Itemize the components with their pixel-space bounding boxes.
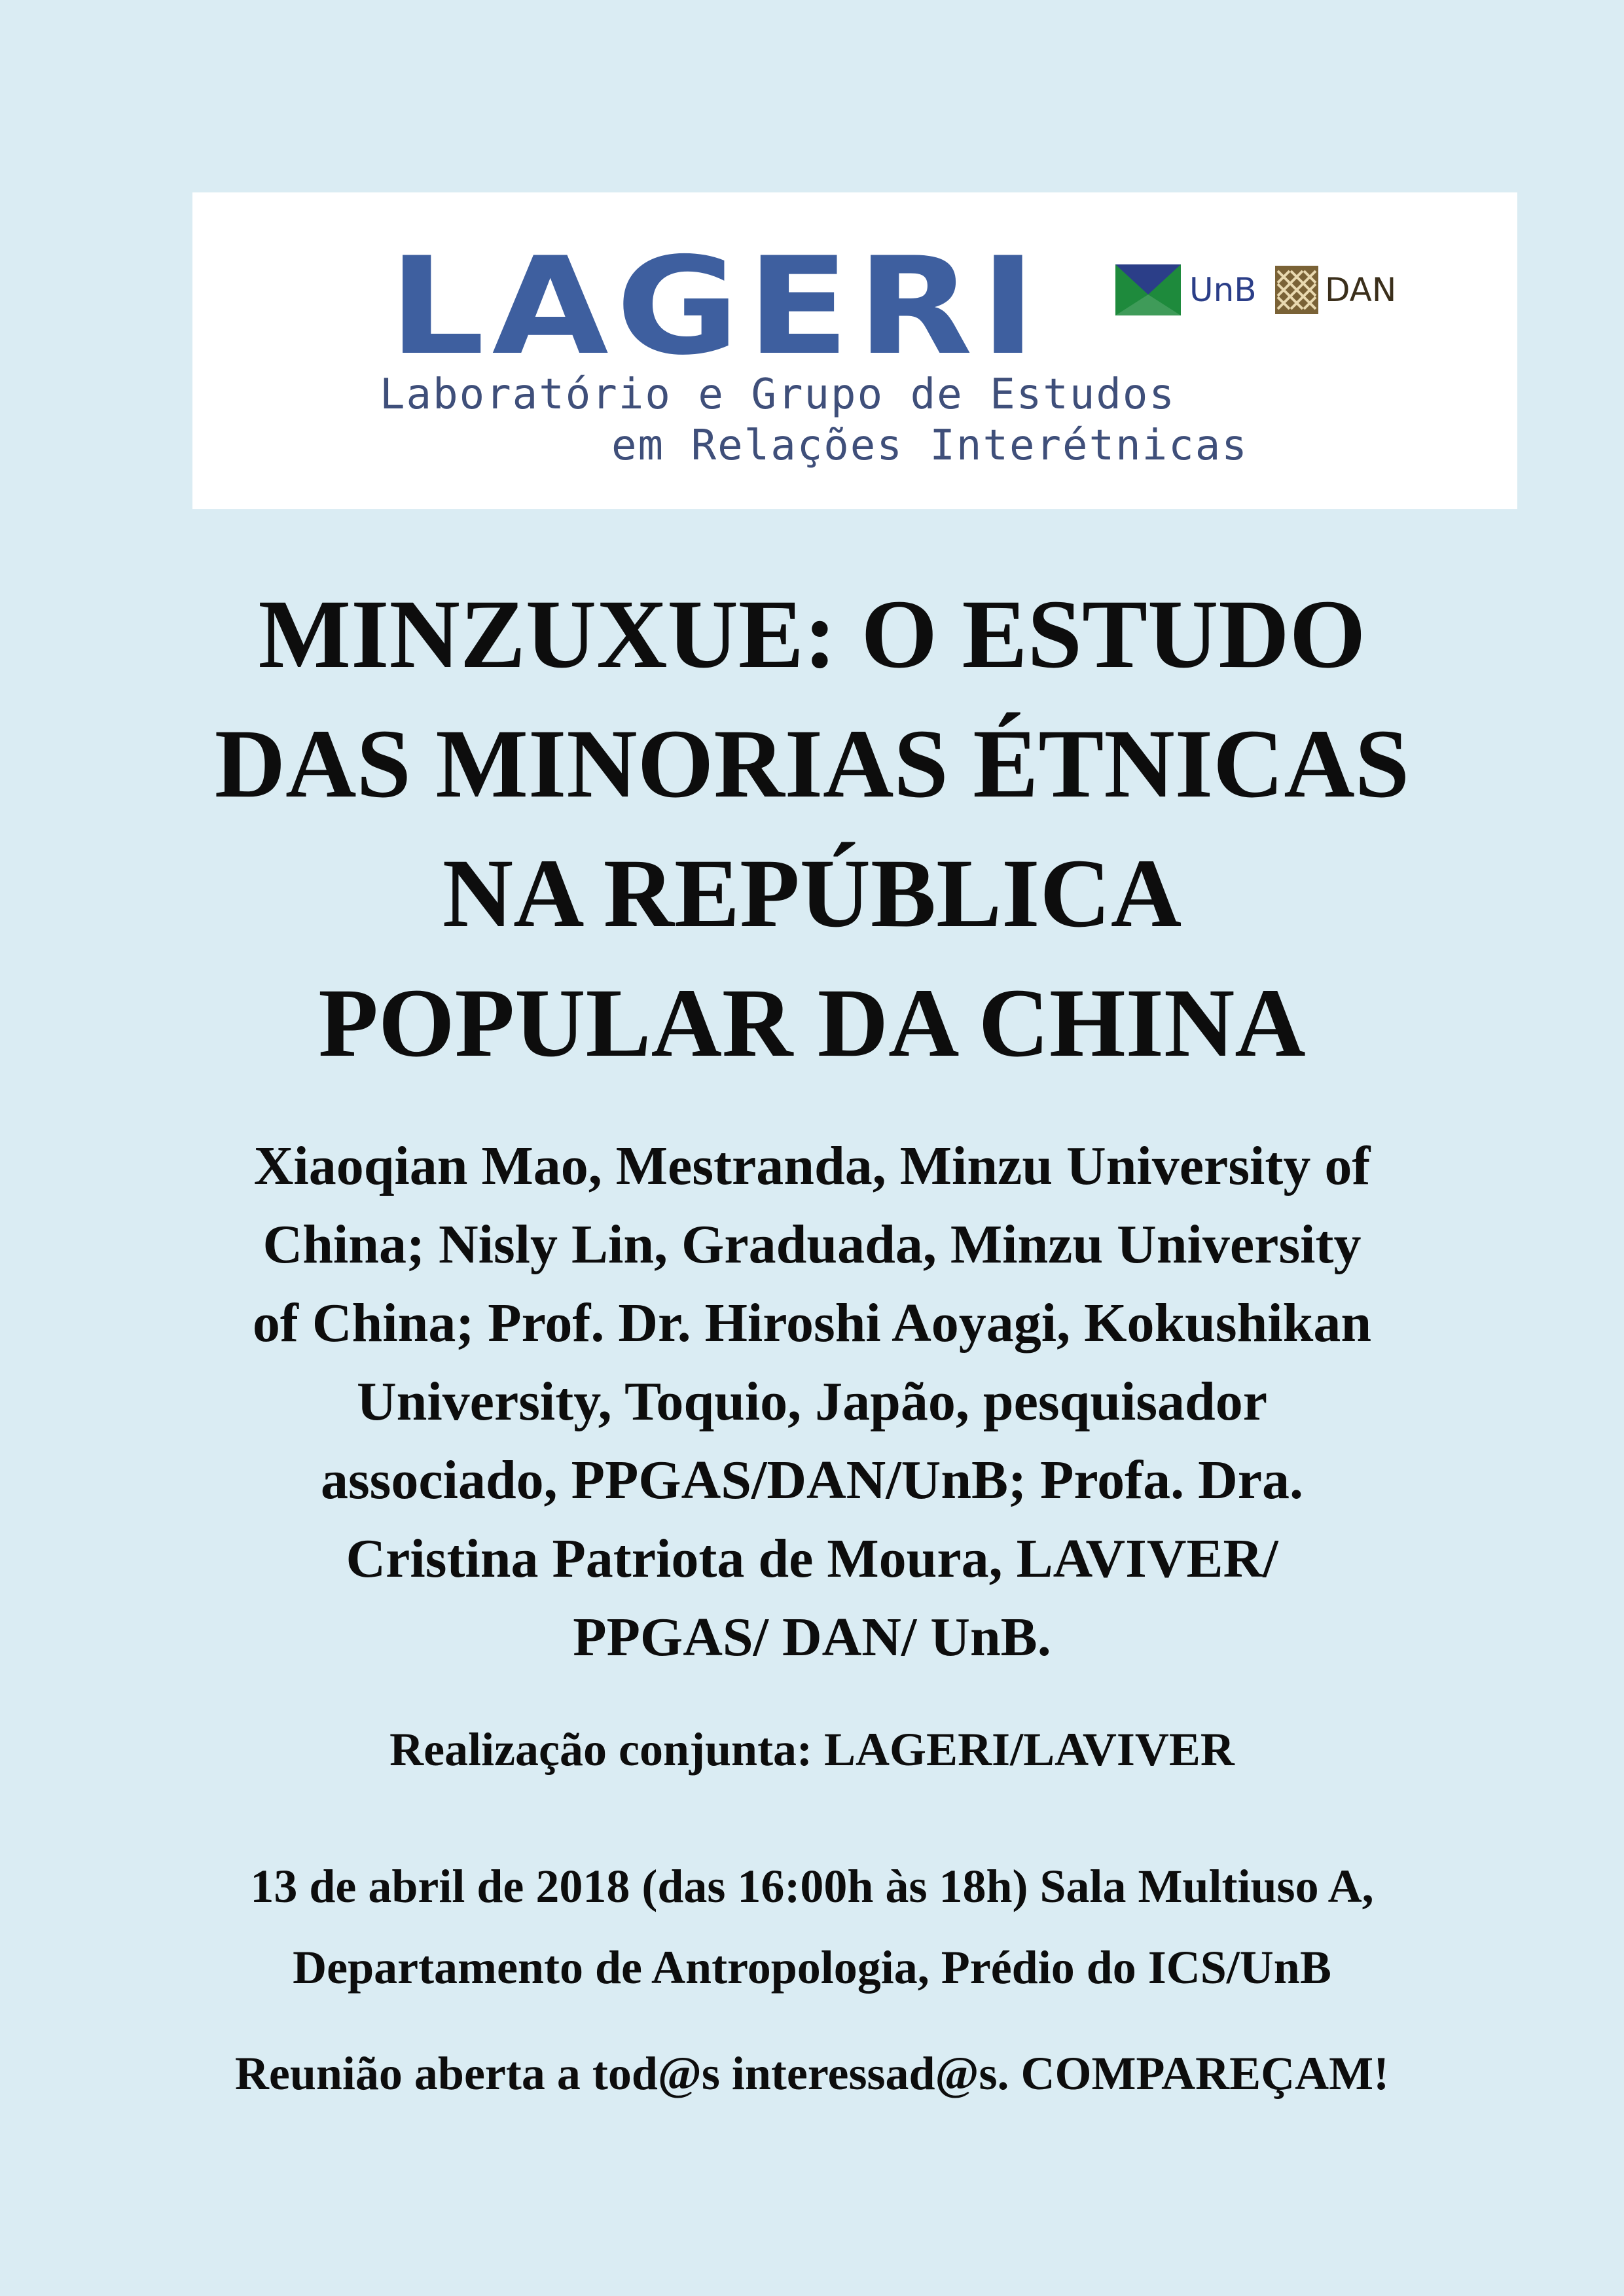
- lageri-logo-banner: [192, 192, 1517, 509]
- speakers-list: [0, 1127, 1624, 1677]
- logo-subtitle-line2: em Relações Interétnicas: [611, 422, 1248, 470]
- lageri-wordmark-logo: [389, 232, 1083, 379]
- speakers-line: China; Nisly Lin, Graduada, Minzu University: [262, 1214, 1362, 1275]
- event-title: [0, 569, 1624, 1088]
- dan-label: DAN: [1325, 271, 1397, 309]
- title-line: POPULAR DA CHINA: [318, 969, 1306, 1077]
- title-line: DAS MINORIAS ÉTNICAS: [214, 709, 1410, 818]
- organizers-line: Realização conjunta: LAGERI/LAVIVER: [389, 1723, 1235, 1776]
- dan-emblem-icon: [1274, 264, 1320, 315]
- unb-label: UnB: [1189, 271, 1257, 309]
- speakers-line: Xiaoqian Mao, Mestranda, Minzu University of: [253, 1136, 1371, 1196]
- location-line: Departamento de Antropologia, Prédio do ICS/UnB: [293, 1941, 1331, 1994]
- speakers-line: of China; Prof. Dr. Hiroshi Aoyagi, Kokushikan: [252, 1293, 1372, 1354]
- svg-text:LAGERI: LAGERI: [389, 232, 1043, 379]
- speakers-line: PPGAS/ DAN/ UnB.: [573, 1607, 1051, 1668]
- speakers-line: Cristina Patriota de Moura, LAVIVER/: [346, 1528, 1278, 1589]
- title-line: NA REPÚBLICA: [442, 839, 1182, 948]
- unb-emblem-icon: [1115, 264, 1181, 315]
- closing-invitation: Reunião aberta a tod@s interessad@s. COMPAREÇAM!: [234, 2047, 1390, 2100]
- event-date-location: [0, 1846, 1624, 2008]
- title-line: MINZUXUE: O ESTUDO: [258, 580, 1366, 689]
- logo-subtitle-line1: Laboratório e Grupo de Estudos: [380, 370, 1176, 419]
- speakers-line: associado, PPGAS/DAN/UnB; Profa. Dra.: [320, 1450, 1304, 1511]
- speakers-line: University, Toquio, Japão, pesquisador: [356, 1371, 1268, 1432]
- date-line: 13 de abril de 2018 (das 16:00h às 18h) Sala Multiuso A,: [250, 1860, 1374, 1912]
